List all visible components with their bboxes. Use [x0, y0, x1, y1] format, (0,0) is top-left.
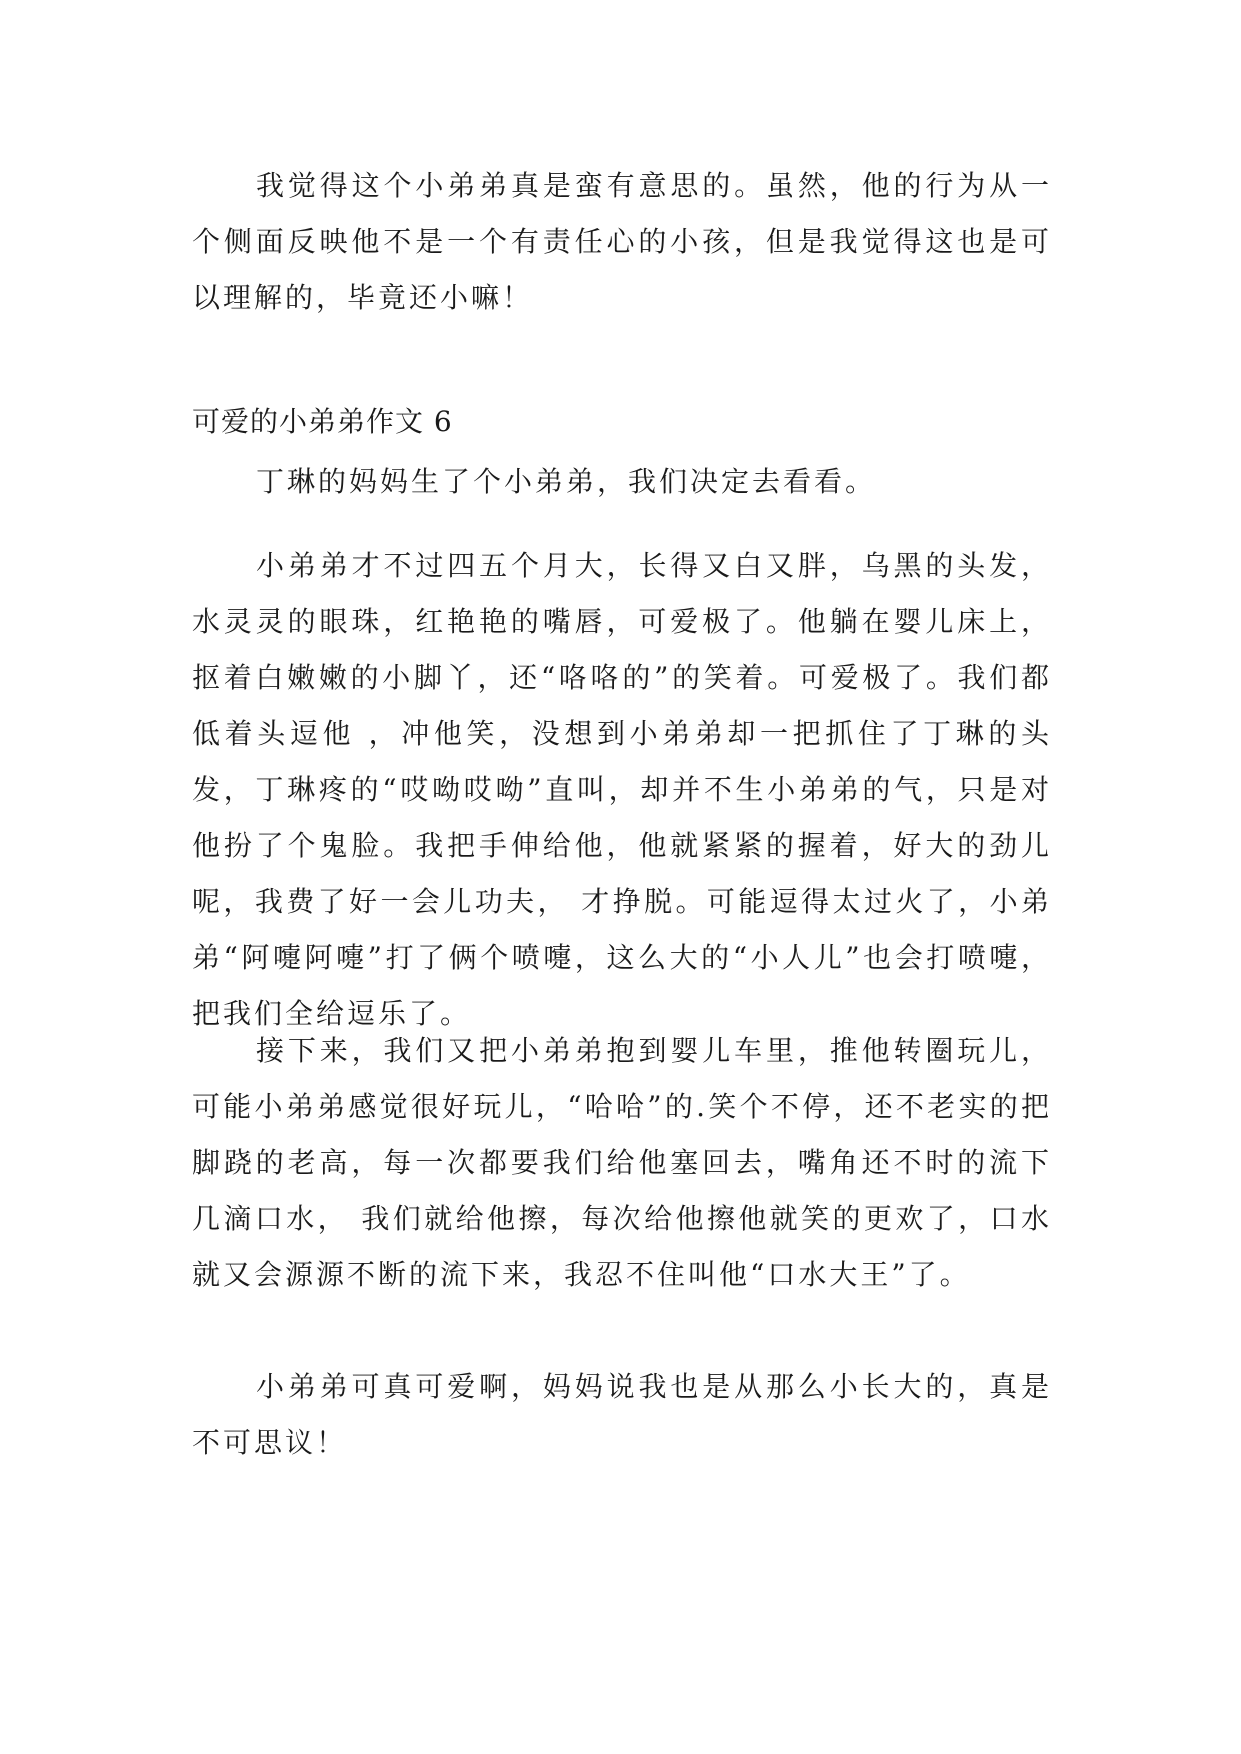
paragraph-4: 小弟弟可真可爱啊，妈妈说我也是从那么小长大的，真是不可思议！	[192, 1370, 1052, 1459]
paragraph-2: 小弟弟才不过四五个月大，长得又白又胖，乌黑的头发，水灵灵的眼珠，红艳艳的嘴唇，可爱极了。他躺在婴儿床上，抠着白嫩嫩的小脚丫，还“咯咯的”的笑着。可爱极了。我们都低着头逗他 ，冲他笑，没想到小弟弟却一把抓住了丁琳的头发，丁琳疼的“哎呦哎呦”直叫，却并不生小弟弟的气，只是对他扮了个鬼脸。我把手伸给他，他就紧紧的握着，好大的劲儿呢，我费了好一会儿功夫， 才挣脱。可能逗得太过火了，小弟弟“阿嚏阿嚏”打了俩个喷嚏，这么大的“小人儿”也会打喷嚏，把我们全给逗乐了。	[192, 549, 1052, 1030]
intro-paragraph: 我觉得这个小弟弟真是蛮有意思的。虽然，他的行为从一个侧面反映他不是一个有责任心的小孩，但是我觉得这也是可以理解的，毕竟还小嘛！	[192, 169, 1052, 314]
paragraph-3: 接下来，我们又把小弟弟抱到婴儿车里，推他转圈玩儿，可能小弟弟感觉很好玩儿，“哈哈”的.笑个不停，还不老实的把脚跷的老高，每一次都要我们给他塞回去，嘴角还不时的流下几滴口水， 我们就给他擦，每次给他擦他就笑的更欢了，口水就又会源源不断的流下来，我忍不住叫他“口水大王”了。	[192, 1034, 1052, 1291]
essay-title: 可爱的小弟弟作文 6	[192, 405, 453, 438]
paragraph-1: 丁琳的妈妈生了个小弟弟，我们决定去看看。	[256, 465, 877, 498]
